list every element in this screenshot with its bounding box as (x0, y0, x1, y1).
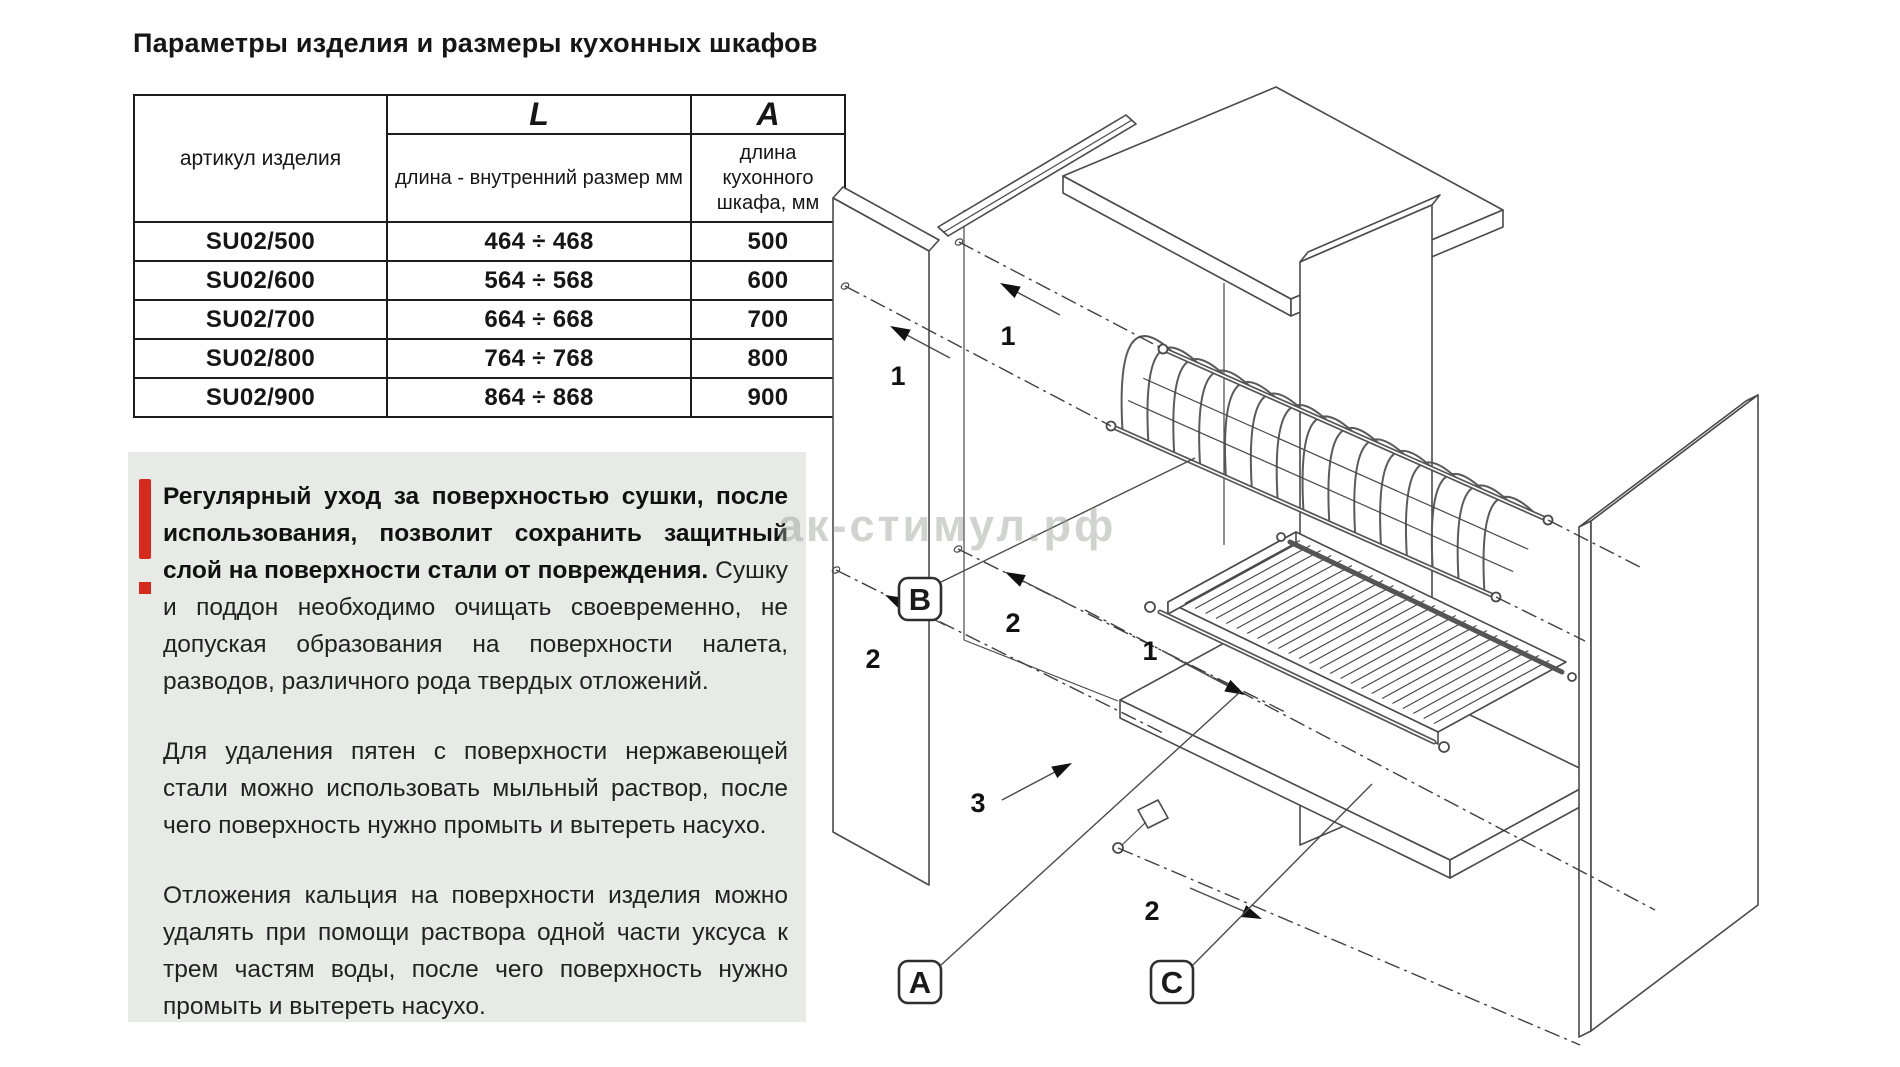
step-number: 1 (1000, 321, 1016, 351)
step-number: 2 (1005, 608, 1021, 638)
col-subheader-L: длина - внутренний размер мм (387, 134, 691, 222)
tray-pin (1439, 742, 1449, 752)
part-label-B: B (908, 582, 932, 617)
col-subheader-A: длина кухонного шкафа, мм (691, 134, 845, 222)
a-cell: 600 (691, 261, 845, 300)
a-cell: 900 (691, 378, 845, 417)
step-number: 2 (1144, 896, 1160, 926)
article-cell: SU02/900 (134, 378, 387, 417)
step-number: 1 (890, 361, 906, 391)
l-cell: 664 ÷ 668 (387, 300, 691, 339)
step-number: 2 (865, 644, 881, 674)
right-side-panel (1579, 395, 1758, 1037)
part-label-A: A (908, 965, 932, 1000)
col-header-A: A (691, 95, 845, 134)
step-number: 3 (970, 788, 986, 818)
care-paragraph-3: Отложения кальция на поверхности изделия можно удалять при помощи раствора одной части уксуса к трем частям воды, после чего поверхность нужно промыть и вытереть насухо. (163, 882, 788, 1020)
tray-pin (1145, 602, 1155, 612)
col-header-article: артикул изделия (134, 95, 387, 222)
mounting-bracket (1138, 800, 1168, 828)
l-cell: 464 ÷ 468 (387, 222, 691, 261)
part-label-C: C (1160, 965, 1184, 1000)
care-paragraph-2: Для удаления пятен с поверхности нержавеющей стали можно использовать мыльный раствор, после чего поверхность нужно промыть и вытереть насухо. (163, 738, 788, 839)
l-cell: 864 ÷ 868 (387, 378, 691, 417)
tray-pin (1277, 533, 1285, 541)
step-number: 1 (1142, 636, 1158, 666)
l-cell: 564 ÷ 568 (387, 261, 691, 300)
care-paragraph-1-bold: Регулярный уход за поверхностью сушки, после использования, позволит сохранить защитный слой на поверхности стали от повреждения. (163, 483, 788, 584)
article-cell: SU02/800 (134, 339, 387, 378)
article-cell: SU02/500 (134, 222, 387, 261)
article-cell: SU02/700 (134, 300, 387, 339)
col-header-L: L (387, 95, 691, 134)
site-watermark: ак-стимул.рф (778, 500, 1117, 551)
article-cell: SU02/600 (134, 261, 387, 300)
rack-pin (1159, 345, 1168, 354)
a-cell: 500 (691, 222, 845, 261)
tray-pin (1568, 673, 1576, 681)
page-title: Параметры изделия и размеры кухонных шкафов (133, 28, 818, 58)
l-cell: 764 ÷ 768 (387, 339, 691, 378)
a-cell: 700 (691, 300, 845, 339)
care-paragraph-1-rest: Сушку и поддон необходимо очищать своевременно, не допуская образования на поверхности налета, разводов, различного рода твердых отложений. (163, 557, 788, 695)
a-cell: 800 (691, 339, 845, 378)
